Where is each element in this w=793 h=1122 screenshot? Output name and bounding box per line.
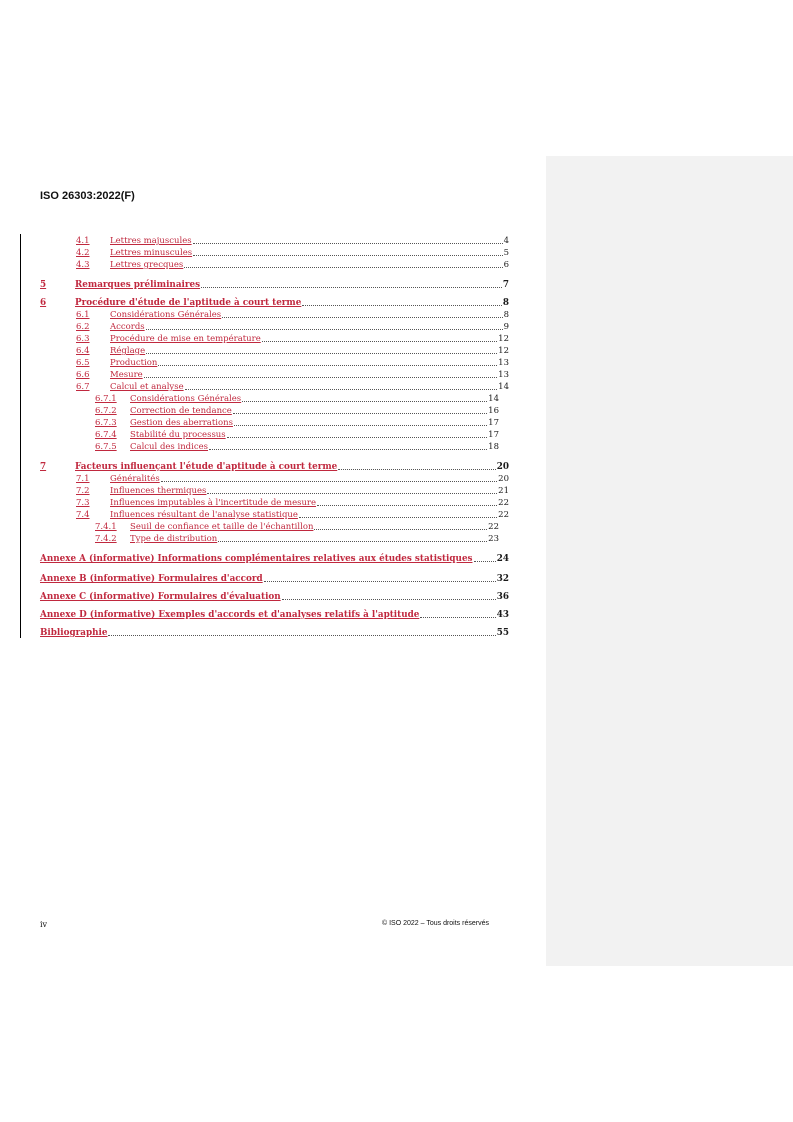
toc-dot-leader <box>234 425 487 426</box>
toc-entry-number: 7.4.2 <box>95 534 117 544</box>
toc-entry-page: 14 <box>488 394 499 404</box>
toc-entry-page: 43 <box>496 610 509 620</box>
toc-entry-title: Calcul et analyse <box>110 382 184 392</box>
toc-entry-page: 36 <box>496 592 509 602</box>
toc-dot-leader <box>209 449 487 450</box>
toc-entry-page: 21 <box>498 486 509 496</box>
toc-entry[interactable] <box>76 496 509 508</box>
toc-entry-page: 20 <box>498 474 509 484</box>
toc-entry-title: Annexe B (informative) Formulaires d'accord <box>40 574 263 584</box>
toc-entry-title: Production <box>110 358 158 368</box>
toc-dot-leader <box>185 389 498 390</box>
toc-dot-leader <box>108 635 495 636</box>
toc-entry[interactable] <box>95 428 499 440</box>
toc-entry-page: 14 <box>498 382 509 392</box>
toc-entry-number: 6.7.4 <box>95 430 117 440</box>
toc-entry[interactable] <box>40 278 509 290</box>
toc-entry-number: 7.2 <box>76 486 90 496</box>
toc-entry-page: 22 <box>488 522 499 532</box>
toc-dot-leader <box>227 437 488 438</box>
document-id: ISO 26303:2022(F) <box>40 190 135 202</box>
toc-entry-number: 6.2 <box>76 322 90 332</box>
toc-annex-entry[interactable] <box>40 590 509 602</box>
toc-entry-number: 7.3 <box>76 498 90 508</box>
toc-entry-number: 6.7.1 <box>95 394 117 404</box>
toc-entry-number: 7.1 <box>76 474 90 484</box>
toc-dot-leader <box>314 529 487 530</box>
toc-entry[interactable] <box>76 472 509 484</box>
toc-dot-leader <box>420 617 495 618</box>
toc-dot-leader <box>144 377 498 378</box>
toc-entry-page: 12 <box>498 346 509 356</box>
toc-entry-number: 5 <box>40 280 47 290</box>
toc-entry-page: 22 <box>498 498 509 508</box>
toc-entry-page: 12 <box>498 334 509 344</box>
toc-entry[interactable] <box>76 484 509 496</box>
toc-entry-page: 6 <box>503 260 509 270</box>
toc-entry[interactable] <box>76 368 509 380</box>
toc-entry-title: Lettres minuscules <box>110 248 193 258</box>
toc-dot-leader <box>262 341 497 342</box>
toc-entry-number: 6.7.2 <box>95 406 117 416</box>
toc-entry-page: 55 <box>496 628 509 638</box>
toc-entry[interactable] <box>95 440 499 452</box>
toc-entry-title: Stabilité du processus <box>130 430 226 440</box>
toc-entry[interactable] <box>40 460 509 472</box>
toc-dot-leader <box>474 561 496 562</box>
toc-entry[interactable] <box>95 520 499 532</box>
toc-entry-title: Procédure de mise en température <box>110 334 261 344</box>
toc-entry-page: 8 <box>503 310 509 320</box>
toc-dot-leader <box>201 287 502 288</box>
toc-dot-leader <box>193 255 502 256</box>
toc-entry-title: Généralités <box>110 474 160 484</box>
toc-entry-title: Annexe C (informative) Formulaires d'évaluation <box>40 592 281 602</box>
toc-entry[interactable] <box>95 416 499 428</box>
toc-dot-leader <box>317 505 497 506</box>
toc-entry[interactable] <box>76 332 509 344</box>
toc-entry-page: 5 <box>503 248 509 258</box>
toc-entry[interactable] <box>95 392 499 404</box>
toc-annex-entry[interactable] <box>40 626 509 638</box>
toc-entry-page: 17 <box>488 418 499 428</box>
toc-dot-leader <box>184 267 502 268</box>
toc-entry-number: 6.1 <box>76 310 90 320</box>
toc-entry[interactable] <box>40 296 509 308</box>
toc-entry-number: 6.7.3 <box>95 418 117 428</box>
toc-entry-title: Influences thermiques <box>110 486 207 496</box>
footer-copyright: © ISO 2022 – Tous droits réservés <box>382 920 489 927</box>
toc-entry-number: 4.3 <box>76 260 90 270</box>
toc-entry-number: 6.7 <box>76 382 90 392</box>
toc-dot-leader <box>207 493 497 494</box>
toc-entry[interactable] <box>95 404 499 416</box>
toc-entry[interactable] <box>95 532 499 544</box>
toc-dot-leader <box>282 599 496 600</box>
toc-entry-number: 6.6 <box>76 370 90 380</box>
toc-entry[interactable] <box>76 258 509 270</box>
toc-entry[interactable] <box>76 320 509 332</box>
toc-dot-leader <box>222 317 502 318</box>
toc-entry[interactable] <box>76 356 509 368</box>
toc-entry-page: 9 <box>503 322 509 332</box>
toc-entry-page: 13 <box>498 370 509 380</box>
toc-entry-page: 20 <box>496 462 509 472</box>
toc-dot-leader <box>338 469 496 470</box>
toc-entry-title: Gestion des aberrations <box>130 418 233 428</box>
toc-entry-number: 4.1 <box>76 236 90 246</box>
toc-entry-title: Bibliographie <box>40 628 108 638</box>
toc-dot-leader <box>299 517 497 518</box>
toc-entry[interactable] <box>76 344 509 356</box>
toc-entry-page: 18 <box>488 442 499 452</box>
toc-entry-page: 17 <box>488 430 499 440</box>
toc-entry-title: Influences imputables à l'incertitude de mesure <box>110 498 317 508</box>
toc-entry-title: Type de distribution <box>130 534 218 544</box>
toc-dot-leader <box>146 353 497 354</box>
toc-dot-leader <box>233 413 487 414</box>
toc-entry-number: 6 <box>40 298 47 308</box>
toc-annex-entry[interactable] <box>40 608 509 620</box>
toc-entry-page: 16 <box>488 406 499 416</box>
toc-entry-page: 32 <box>496 574 509 584</box>
toc-entry-title: Considérations Générales <box>110 310 222 320</box>
toc-entry-title: Facteurs influençant l'étude d'aptitude à court terme <box>75 462 338 472</box>
toc-entry-title: Accords <box>110 322 145 332</box>
toc-entry[interactable] <box>76 234 509 246</box>
toc-entry-page: 23 <box>488 534 499 544</box>
toc-dot-leader <box>242 401 487 402</box>
toc-entry-title: Considérations Générales <box>130 394 242 404</box>
toc-entry-number: 6.3 <box>76 334 90 344</box>
toc-entry-title: Annexe A (informative) Informations complémentaires relatives aux études statistiques <box>40 554 473 564</box>
toc-entry-page: 4 <box>503 236 509 246</box>
toc-entry-title: Calcul des indices <box>130 442 208 452</box>
footer-page-number: iv <box>40 920 48 929</box>
toc-dot-leader <box>218 541 487 542</box>
toc-entry-page: 22 <box>498 510 509 520</box>
toc-entry-page: 24 <box>496 554 509 564</box>
toc-entry-title: Lettres grecques <box>110 260 184 270</box>
toc-dot-leader <box>158 365 497 366</box>
toc-entry[interactable] <box>76 508 509 520</box>
comment-pane <box>546 156 793 966</box>
toc-entry[interactable] <box>76 380 509 392</box>
toc-entry[interactable] <box>76 308 509 320</box>
toc-dot-leader <box>264 581 496 582</box>
toc-entry-title: Influences résultant de l'analyse statistique <box>110 510 298 520</box>
toc-entry-number: 7 <box>40 462 47 472</box>
toc-entry-title: Seuil de confiance et taille de l'échantillon <box>130 522 314 532</box>
toc-entry-number: 6.4 <box>76 346 90 356</box>
toc-entry-page: 7 <box>502 280 509 290</box>
toc-annex-entry[interactable] <box>40 572 509 584</box>
toc-entry-title: Remarques préliminaires <box>75 280 201 290</box>
toc-dot-leader <box>193 243 503 244</box>
toc-entry-title: Procédure d'étude de l'aptitude à court terme <box>75 298 302 308</box>
toc-entry-number: 4.2 <box>76 248 90 258</box>
toc-dot-leader <box>146 329 503 330</box>
toc-entry-number: 7.4.1 <box>95 522 117 532</box>
toc-annex-entry[interactable] <box>40 552 509 564</box>
toc-dot-leader <box>302 305 502 306</box>
toc-entry-title: Correction de tendance <box>130 406 232 416</box>
toc-entry-number: 6.5 <box>76 358 90 368</box>
toc-entry-title: Réglage <box>110 346 146 356</box>
toc-entry-title: Mesure <box>110 370 143 380</box>
toc-entry-title: Annexe D (informative) Exemples d'accords et d'analyses relatifs à l'aptitude <box>40 610 420 620</box>
toc-entry-page: 8 <box>502 298 509 308</box>
toc-entry-number: 7.4 <box>76 510 90 520</box>
toc-entry-title: Lettres majuscules <box>110 236 192 246</box>
toc-entry-number: 6.7.5 <box>95 442 117 452</box>
toc-entry-page: 13 <box>498 358 509 368</box>
toc-dot-leader <box>161 481 497 482</box>
table-of-contents <box>0 0 546 700</box>
toc-entry[interactable] <box>76 246 509 258</box>
